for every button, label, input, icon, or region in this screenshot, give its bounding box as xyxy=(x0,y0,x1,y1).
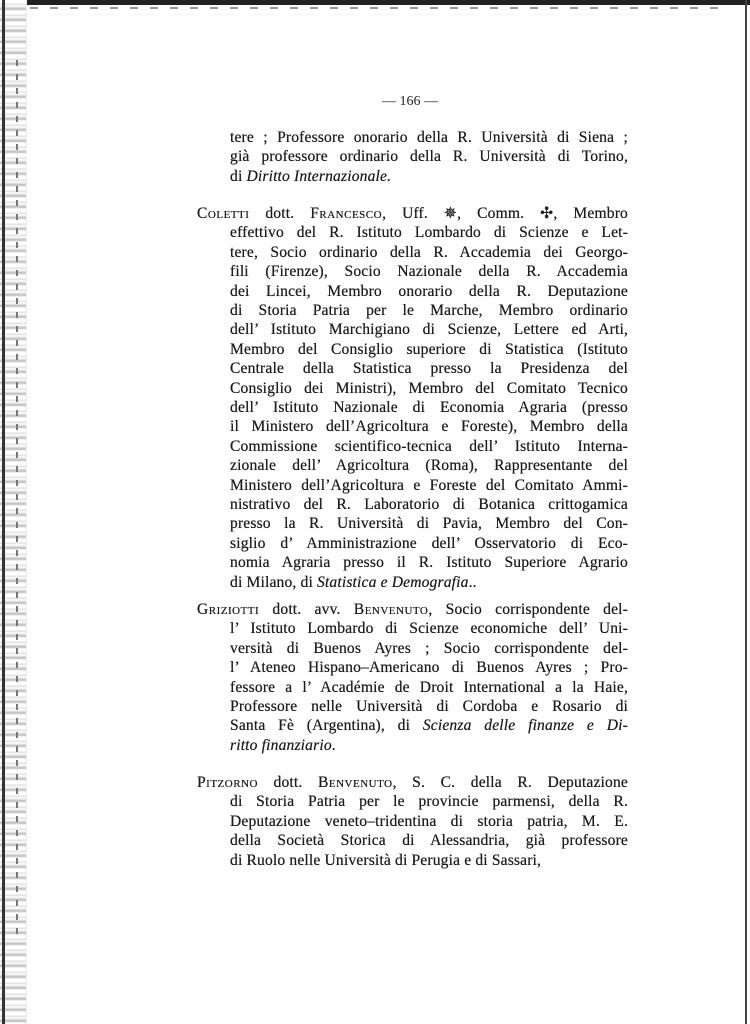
text-run: nomia Agraria presso il R. Istituto Superiore Agrario xyxy=(230,554,628,572)
text-run: Centrale della Statistica presso la Presidenza del xyxy=(230,360,628,378)
scan-top-noise xyxy=(30,7,730,9)
scan-right-edge xyxy=(745,0,747,1024)
person-name: Benvenuto xyxy=(353,601,429,618)
text-run: di Milano, di xyxy=(230,573,317,591)
text-run: Professore nelle Università di Cordoba e Rosario di xyxy=(230,698,628,715)
person-name: Coletti xyxy=(197,205,250,222)
text-line xyxy=(230,437,628,456)
text-line xyxy=(230,619,628,638)
text-line xyxy=(230,128,628,147)
text-run: dell’ Istituto Marchigiano di Scienze, Lettere ed Arti, xyxy=(230,321,628,339)
text-line xyxy=(230,359,628,378)
text-line xyxy=(230,495,628,514)
text-run: effettivo del R. Istituto Lombardo di Scienze e Let- xyxy=(230,224,628,242)
subject-italic: Scienza delle finanze e Di- xyxy=(422,717,628,735)
text-run: , S. C. della R. Deputazione xyxy=(392,774,628,791)
text-run: tere, Socio ordinario della R. Accademia dei Georgo- xyxy=(230,243,628,261)
text-run: . xyxy=(331,736,336,754)
text-line xyxy=(230,476,628,495)
text-run: zionale dell’ Agricoltura (Roma), Rappresentante del xyxy=(230,457,628,475)
scan-top-edge xyxy=(0,0,750,5)
text-run: già professore ordinario della R. Università di Torino, xyxy=(230,148,628,166)
text-run: Consiglio dei Ministri), Membro del Comitato Tecnico xyxy=(230,379,628,397)
text-line xyxy=(230,320,628,339)
text-run: dell’ Istituto Nazionale di Economia Agraria (presso xyxy=(230,399,628,416)
text-run: di Storia Patria per le provincie parmensi, della R. xyxy=(230,793,628,811)
person-name: Benvenuto xyxy=(317,774,393,791)
text-line xyxy=(230,456,628,475)
text-line xyxy=(230,831,628,850)
text-line xyxy=(230,812,628,831)
text-line xyxy=(230,417,628,436)
subject-italic: ritto finanziario xyxy=(230,736,332,754)
text-run: Membro del Consiglio superiore di Statistica (Istituto xyxy=(230,340,628,358)
text-line xyxy=(230,167,628,186)
text-line xyxy=(230,658,628,677)
text-line xyxy=(230,243,628,262)
page-number: — 166 — xyxy=(382,94,438,109)
text-run: , Socio corrispondente del- xyxy=(428,601,628,618)
entry-heading-line-griziotti xyxy=(197,600,628,619)
text-run: fessore a l’ Académie de Droit International a la Haie, xyxy=(230,678,628,696)
text-run: l’ Ateneo Hispano–Americano di Buenos Ayres ; Pro- xyxy=(230,659,628,677)
entry-heading-line-pitzorno xyxy=(197,773,628,792)
text-line xyxy=(230,716,628,735)
text-run: Deputazione veneto–tridentina di storia patria, M. E. xyxy=(230,812,628,830)
text-run: .. xyxy=(468,573,477,591)
person-name: Pitzorno xyxy=(197,774,258,791)
text-run: Commissione scientifico-tecnica dell’ Istituto Interna- xyxy=(230,437,628,455)
text-line xyxy=(230,697,628,716)
text-run: Santa Fè (Argentina), di xyxy=(230,717,423,735)
text-run: dott. xyxy=(249,205,311,222)
text-line xyxy=(230,678,628,697)
text-line xyxy=(230,282,628,301)
text-run: di xyxy=(230,167,247,185)
text-run: l’ Istituto Lombardo di Scienze economiche dell’ Uni- xyxy=(230,620,628,638)
entry-heading-line-coletti xyxy=(197,204,628,223)
text-run: dott. avv. xyxy=(259,601,354,618)
person-name: Francesco xyxy=(310,205,383,222)
subject-italic: Statistica e Demografia xyxy=(317,573,469,591)
text-run: versità di Buenos Ayres ; Socio corrispondente del- xyxy=(230,639,628,657)
scan-left-edge xyxy=(0,0,27,1024)
text-run: di Storia Patria per le Marche, Membro ordinario xyxy=(230,302,628,319)
text-line xyxy=(230,553,628,572)
text-line xyxy=(230,792,628,811)
text-line xyxy=(230,851,628,870)
text-run: della Società Storica di Alessandria, già professore xyxy=(230,832,628,850)
text-line xyxy=(230,534,628,553)
text-line xyxy=(230,301,628,320)
subject-italic: Diritto Internazionale. xyxy=(246,167,392,185)
text-run: Ministero dell’Agricoltura e Foreste del Comitato Ammi- xyxy=(230,476,628,494)
text-run: fili (Firenze), Socio Nazionale della R. Accademia xyxy=(230,263,628,281)
text-run: nistrativo del R. Laboratorio di Botanica crittogamica xyxy=(230,496,628,513)
text-run: dott. xyxy=(257,774,318,791)
text-line xyxy=(230,398,628,417)
text-line xyxy=(230,573,628,592)
text-line xyxy=(230,147,628,166)
text-line xyxy=(230,514,628,533)
text-run: tere ; Professore onorario della R. Università di Siena ; xyxy=(230,129,628,146)
text-line xyxy=(230,340,628,359)
text-run: , Uff. ✵, Comm. ✣, Membro xyxy=(382,205,628,222)
person-name: Griziotti xyxy=(197,601,260,618)
text-line xyxy=(230,379,628,398)
text-run: di Ruolo nelle Università di Perugia e di Sassari, xyxy=(230,851,542,869)
text-run: dei Lincei, Membro onorario della R. Deputazione xyxy=(230,282,628,300)
text-line xyxy=(230,262,628,281)
text-run: presso la R. Università di Pavia, Membro del Con- xyxy=(230,515,628,533)
text-line xyxy=(230,736,628,755)
text-line xyxy=(230,223,628,242)
text-line xyxy=(230,639,628,658)
text-run: siglio d’ Amministrazione dell’ Osservatorio di Eco- xyxy=(230,534,628,552)
text-run: il Ministero dell’Agricoltura e Foreste), Membro della xyxy=(230,418,628,436)
